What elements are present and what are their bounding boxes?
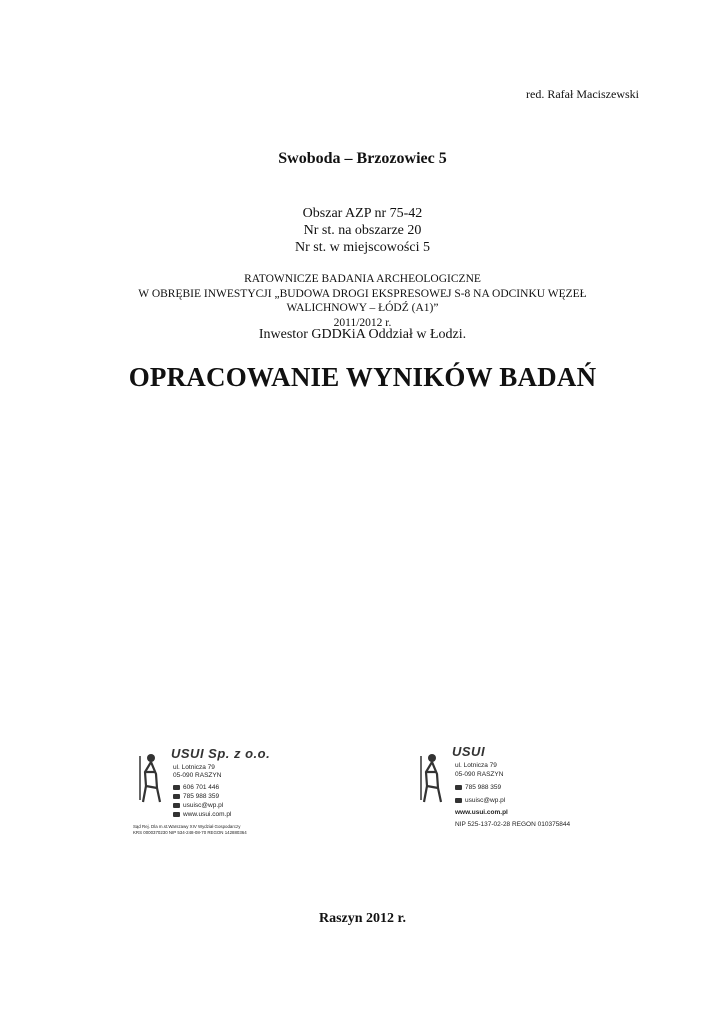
project-line-2: W OBRĘBIE INWESTYCJI „BUDOWA DROGI EKSPRESOWEJ S-8 NA ODCINKU WĘZEŁ [138, 287, 587, 300]
stamp-street: ul. Lotnicza 79 [173, 764, 215, 771]
figure-logo-icon [137, 752, 163, 804]
azp-area-line: Obszar AZP nr 75-42 [302, 206, 423, 221]
figure-logo-icon [418, 752, 444, 804]
phone-icon [455, 785, 462, 790]
stamp-email: usuisc@wp.pl [173, 802, 223, 809]
company-stamp-left [133, 744, 317, 844]
stamp-email: usuisc@wp.pl [455, 797, 505, 804]
azp-info [0, 205, 725, 256]
project-line-3: WALICHNOWY – ŁÓDŹ (A1)” [286, 302, 439, 314]
azp-site-number-locality-line: Nr st. w miejscowości 5 [295, 240, 430, 255]
phone-icon [173, 794, 180, 799]
azp-site-number-area-line: Nr st. na obszarze 20 [303, 223, 422, 238]
stamp-registry-numbers: NIP 525-137-02-28 REGON 010375844 [455, 821, 571, 828]
editor-credit: red. Rafał Maciszewski [526, 87, 639, 101]
stamp-web: www.usui.com.pl [173, 811, 231, 818]
project-years: 2011/2012 r. [333, 316, 392, 329]
web-icon [173, 812, 180, 817]
stamp-city: 05-090 RASZYN [173, 772, 222, 779]
stamp-phone-1: 606 701 446 [173, 784, 219, 791]
stamp-registry-court: Sąd Rej. Dla m.st.Warszawy XIV Wydział Gospodarczy [133, 824, 241, 829]
site-title: Swoboda – Brzozowiec 5 [278, 150, 447, 167]
stamp-city: 05-090 RASZYN [455, 771, 504, 778]
stamp-street: ul. Lotnicza 79 [455, 762, 497, 769]
investor-line: Inwestor GDDKiA Oddział w Łodzi. [258, 327, 467, 342]
stamp-company-name: USUI Sp. z o.o. [171, 746, 271, 761]
stamp-phone: 785 988 359 [455, 784, 501, 791]
stamp-registry-numbers: KRS 0000370230 NIP 534-248-08-70 REGON 142880364 [133, 830, 247, 835]
main-title: OPRACOWANIE WYNIKÓW BADAŃ [128, 362, 597, 392]
mail-icon [455, 798, 462, 803]
mail-icon [173, 803, 180, 808]
stamp-company-name: USUI [452, 744, 486, 759]
stamp-web: www.usui.com.pl [455, 809, 508, 816]
footer-place-date: Raszyn 2012 r. [319, 911, 406, 926]
phone-icon [173, 785, 180, 790]
project-line-1: RATOWNICZE BADANIA ARCHEOLOGICZNE [244, 273, 481, 285]
project-description [0, 272, 725, 330]
company-stamp-right [418, 744, 598, 844]
stamp-phone-2: 785 988 359 [173, 793, 219, 800]
